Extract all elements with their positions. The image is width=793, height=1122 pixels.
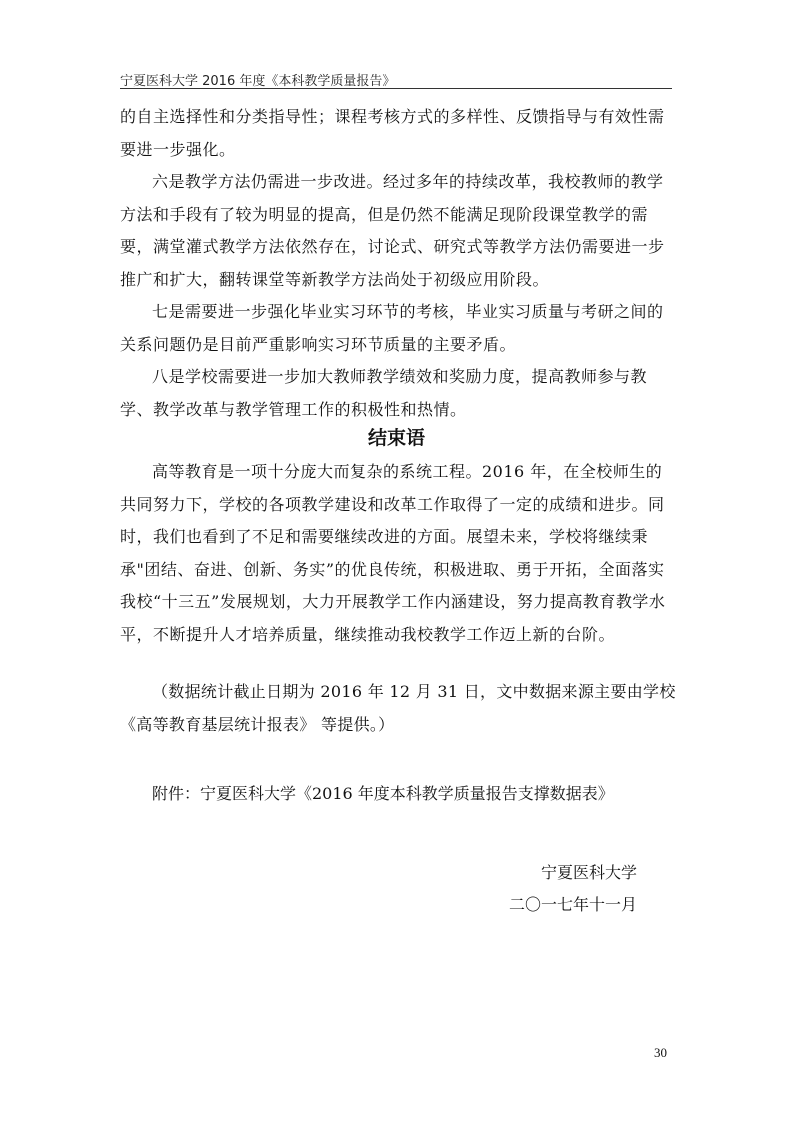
body-text <box>120 101 676 426</box>
signature-org: 宁夏医科大学 <box>541 863 638 882</box>
body-paragraph-eight: 八是学校需要进一步加大教师教学绩效和奖励力度，提高教师参与教学、教学改革与教学管理工作的积极性和热情。 <box>120 367 648 419</box>
conclusion-paragraph: 高等教育是一项十分庞大而复杂的系统工程。2016 年，在全校师生的共同努力下，学校的各项教学建设和改革工作取得了一定的成绩和进步。同时，我们也看到了不足和需要继续改进的方面。展望未来，学校将继续秉承"团结、奋进、创新、务实”的优良传统，积极进取、勇于开拓，全面落实我校“十三五”发展规划，大力开展教学工作内涵建设，努力提高教育教学水平，不断提升人才培养质量，继续推动我校教学工作迈上新的台阶。 <box>120 462 666 644</box>
attachment-line: 附件：宁夏医科大学《2016 年度本科教学质量报告支撑数据表》 <box>152 784 614 803</box>
signature-date: 二〇一七年十一月 <box>509 895 638 914</box>
data-source-note <box>120 676 676 741</box>
running-header: 宁夏医科大学 2016 年度《本科教学质量报告》 <box>120 74 396 89</box>
signature-block <box>509 857 637 921</box>
header-rule <box>120 88 672 89</box>
note-paragraph: （数据统计截止日期为 2016 年 12 月 31 日，文中数据来源主要由学校《高等教育基层统计报表》 等提供。） <box>120 682 676 734</box>
conclusion-heading: 结束语 <box>367 427 425 449</box>
body-paragraph-continuation: 的自主选择性和分类指导性；课程考核方式的多样性、反馈指导与有效性需要进一步强化。 <box>120 107 665 159</box>
page-number: 30 <box>654 1045 667 1060</box>
conclusion-text <box>120 456 676 651</box>
body-paragraph-six: 六是教学方法仍需进一步改进。经过多年的持续改革，我校教师的教学方法和手段有了较为明显的提高，但是仍然不能满足现阶段课堂教学的需要，满堂灌式教学方法依然存在，讨论式、研究式等教学方法仍需要进一步推广和扩大，翻转课堂等新教学方法尚处于初级应用阶段。 <box>120 172 665 289</box>
body-paragraph-seven: 七是需要进一步强化毕业实习环节的考核，毕业实习质量与考研之间的关系问题仍是目前严重影响实习环节质量的主要矛盾。 <box>120 302 664 354</box>
